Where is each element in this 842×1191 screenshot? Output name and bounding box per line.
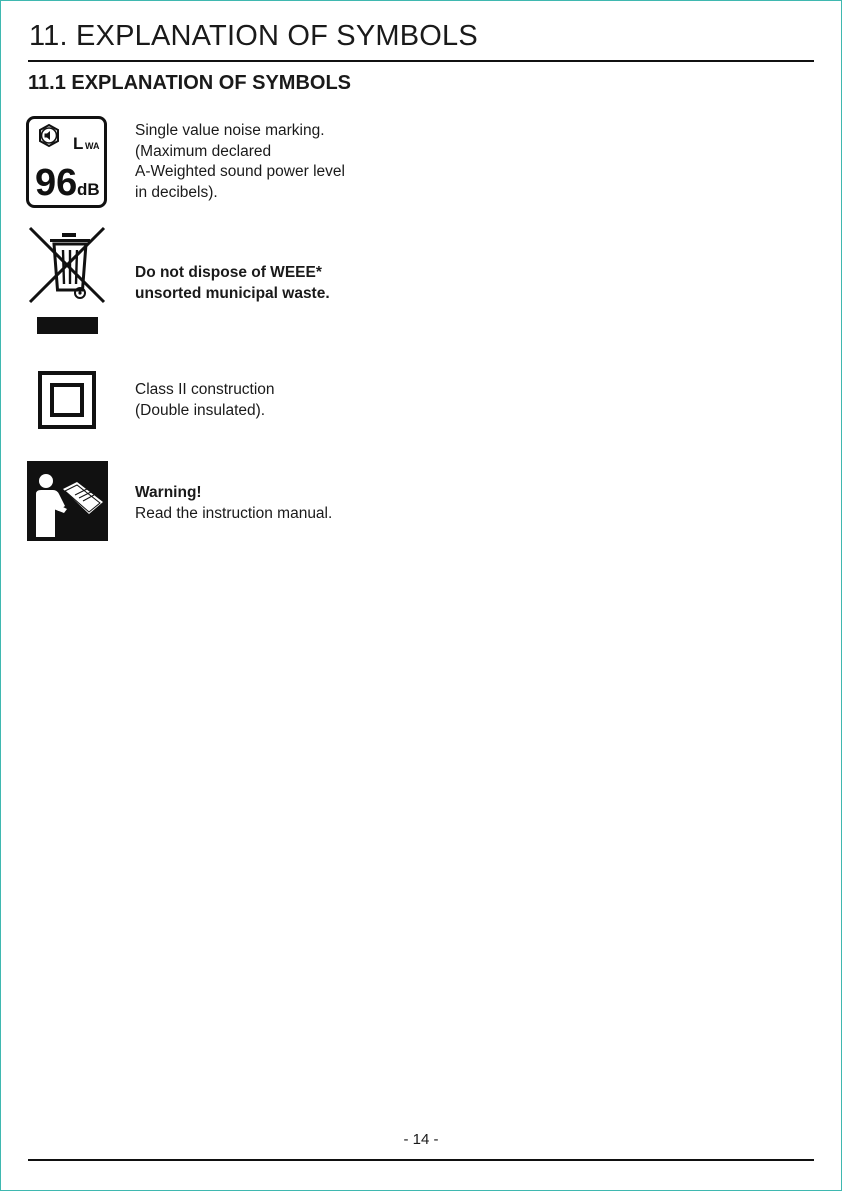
footer-divider xyxy=(28,1159,814,1161)
weee-desc-line: Do not dispose of WEEE* xyxy=(135,264,322,281)
class-ii-double-square-icon xyxy=(38,371,96,429)
title-divider xyxy=(28,60,814,62)
noise-desc-line: (Maximum declared xyxy=(135,142,272,160)
page-title: 11. EXPLANATION OF SYMBOLS xyxy=(29,20,478,52)
weee-description xyxy=(135,263,330,304)
read-manual-icon xyxy=(27,461,108,541)
noise-unit-text: dB xyxy=(77,180,100,199)
noise-desc-line: Single value noise marking. xyxy=(135,122,325,139)
noise-value-text: 96 xyxy=(35,162,78,204)
class-ii-desc-line: (Double insulated). xyxy=(135,401,266,419)
noise-desc-line: in decibels). xyxy=(135,183,218,201)
noise-label-subscript: WA xyxy=(85,141,100,151)
warning-title: Warning! xyxy=(135,484,202,501)
class-ii-desc-line: Class II construction xyxy=(135,381,275,398)
section-heading: 11.1 EXPLANATION OF SYMBOLS xyxy=(28,72,352,94)
weee-crossed-bin-icon xyxy=(26,226,108,336)
page-number: - 14 - xyxy=(403,1131,439,1148)
warning-description xyxy=(135,483,332,524)
noise-level-icon xyxy=(26,116,107,208)
noise-desc-line: A-Weighted sound power level xyxy=(135,163,345,180)
class-ii-description xyxy=(135,380,275,421)
weee-desc-line: unsorted municipal waste. xyxy=(135,284,330,302)
warning-desc-line: Read the instruction manual. xyxy=(135,504,333,522)
noise-description xyxy=(135,121,345,203)
noise-label-text: L xyxy=(73,134,84,153)
